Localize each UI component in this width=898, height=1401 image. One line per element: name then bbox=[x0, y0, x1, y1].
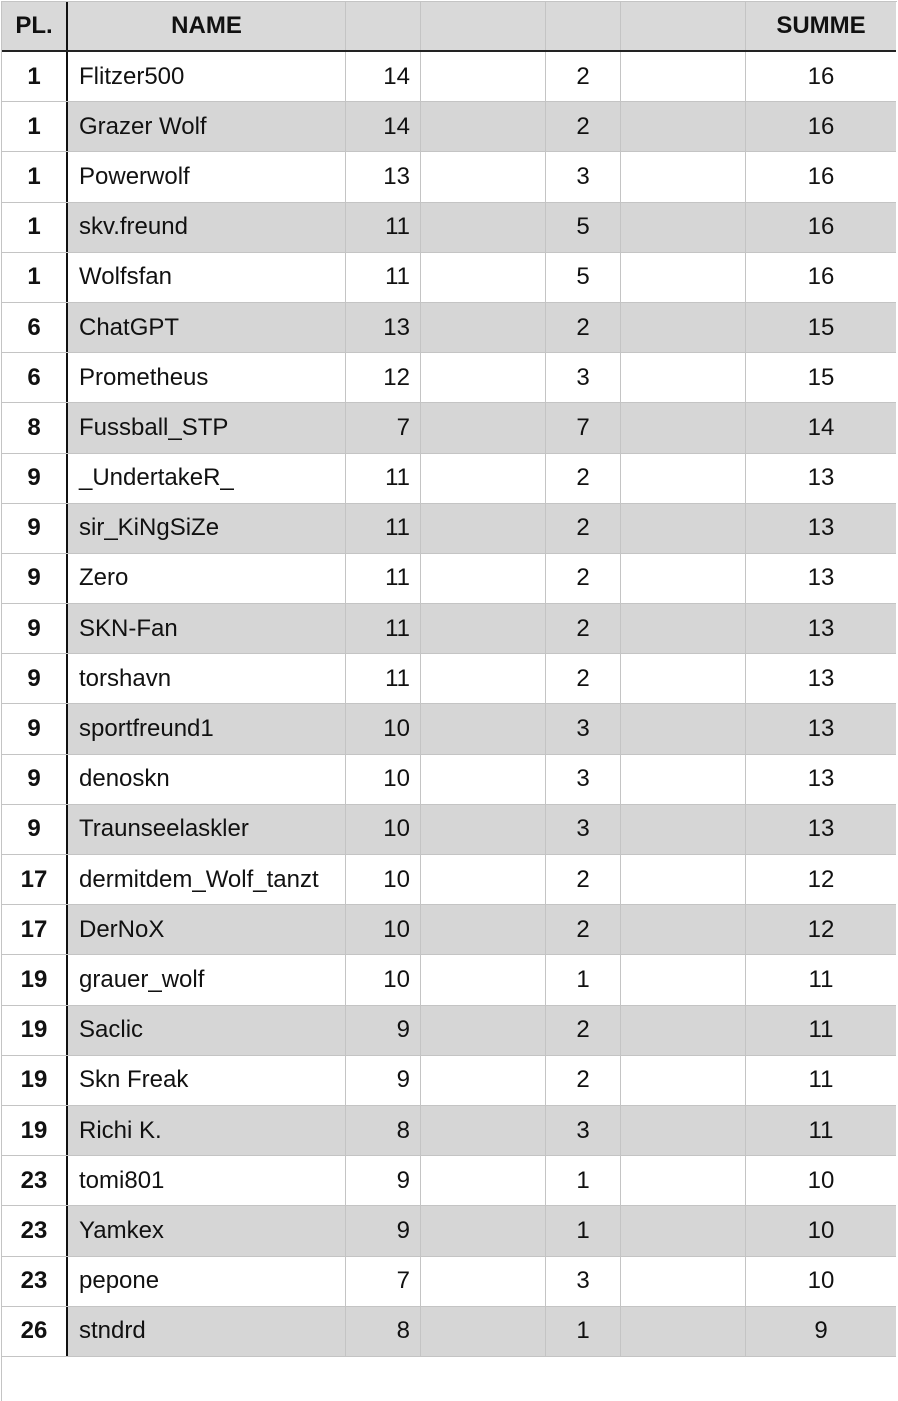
row-place: 19 bbox=[2, 955, 68, 1004]
table-row bbox=[2, 454, 896, 504]
row-name: Skn Freak bbox=[68, 1056, 346, 1105]
table-row bbox=[2, 303, 896, 353]
row-points-a: 11 bbox=[346, 504, 421, 553]
row-points-b: 3 bbox=[546, 1106, 621, 1155]
row-points-a: 14 bbox=[346, 102, 421, 151]
table-row bbox=[2, 152, 896, 202]
row-summe: 13 bbox=[807, 765, 835, 793]
row-name: SKN-Fan bbox=[68, 604, 346, 653]
row-name: Prometheus bbox=[68, 353, 346, 402]
row-empty-col-6 bbox=[621, 403, 746, 452]
row-summe: 11 bbox=[808, 1116, 834, 1144]
row-empty-col-4 bbox=[421, 353, 546, 402]
row-name: Yamkex bbox=[68, 1206, 346, 1255]
row-name: denoskn bbox=[68, 755, 346, 804]
table-row bbox=[2, 1307, 896, 1357]
row-place: 6 bbox=[2, 353, 68, 402]
row-name: Saclic bbox=[68, 1006, 346, 1055]
row-name: Wolfsfan bbox=[68, 253, 346, 302]
row-points-b: 3 bbox=[546, 755, 621, 804]
row-place: 9 bbox=[2, 654, 68, 703]
row-points-b: 5 bbox=[546, 203, 621, 252]
row-name: sir_KiNgSiZe bbox=[68, 504, 346, 553]
row-place: 1 bbox=[2, 203, 68, 252]
row-name: sportfreund1 bbox=[68, 704, 346, 753]
row-empty-col-6 bbox=[621, 704, 746, 753]
row-summe: 16 bbox=[807, 62, 835, 90]
row-points-a: 13 bbox=[346, 152, 421, 201]
row-place: 1 bbox=[2, 152, 68, 201]
row-points-b: 3 bbox=[546, 1257, 621, 1306]
row-points-b: 3 bbox=[546, 353, 621, 402]
row-points-a: 11 bbox=[346, 253, 421, 302]
row-empty-col-4 bbox=[421, 855, 546, 904]
row-points-a: 11 bbox=[346, 654, 421, 703]
row-summe: 16 bbox=[807, 213, 835, 241]
table-row bbox=[2, 353, 896, 403]
table-row bbox=[2, 905, 896, 955]
table-row bbox=[2, 755, 896, 805]
row-points-a: 10 bbox=[346, 704, 421, 753]
row-empty-col-6 bbox=[621, 554, 746, 603]
row-points-a: 8 bbox=[346, 1307, 421, 1356]
row-summe: 13 bbox=[807, 514, 835, 542]
row-points-a: 11 bbox=[346, 203, 421, 252]
row-points-b: 2 bbox=[546, 303, 621, 352]
row-name: ChatGPT bbox=[68, 303, 346, 352]
row-place: 26 bbox=[2, 1307, 68, 1356]
row-points-a: 8 bbox=[346, 1106, 421, 1155]
row-place: 19 bbox=[2, 1106, 68, 1155]
table-row bbox=[2, 1156, 896, 1206]
row-place: 19 bbox=[2, 1006, 68, 1055]
row-place: 19 bbox=[2, 1056, 68, 1105]
row-summe: 11 bbox=[808, 1066, 834, 1094]
row-points-b: 7 bbox=[546, 403, 621, 452]
row-name: grauer_wolf bbox=[68, 955, 346, 1004]
row-empty-col-6 bbox=[621, 1156, 746, 1205]
row-empty-col-4 bbox=[421, 203, 546, 252]
row-empty-col-4 bbox=[421, 1307, 546, 1356]
header-col-4 bbox=[421, 2, 546, 50]
row-summe: 13 bbox=[807, 664, 835, 692]
row-summe: 10 bbox=[807, 1267, 835, 1295]
row-place: 9 bbox=[2, 704, 68, 753]
row-empty-col-4 bbox=[421, 1257, 546, 1306]
table-row bbox=[2, 1006, 896, 1056]
row-name: pepone bbox=[68, 1257, 346, 1306]
row-name: skv.freund bbox=[68, 203, 346, 252]
row-points-a: 7 bbox=[346, 403, 421, 452]
row-empty-col-6 bbox=[621, 1006, 746, 1055]
row-place: 17 bbox=[2, 905, 68, 954]
row-points-a: 9 bbox=[346, 1006, 421, 1055]
row-empty-col-4 bbox=[421, 905, 546, 954]
row-empty-col-4 bbox=[421, 303, 546, 352]
row-summe: 12 bbox=[807, 865, 835, 893]
row-place: 23 bbox=[2, 1257, 68, 1306]
row-empty-col-4 bbox=[421, 504, 546, 553]
row-summe: 13 bbox=[807, 564, 835, 592]
row-points-a: 10 bbox=[346, 905, 421, 954]
row-summe: 15 bbox=[807, 363, 835, 391]
row-place: 1 bbox=[2, 253, 68, 302]
row-empty-col-4 bbox=[421, 1056, 546, 1105]
row-summe: 10 bbox=[807, 1166, 835, 1194]
row-points-b: 2 bbox=[546, 1056, 621, 1105]
row-points-b: 1 bbox=[546, 955, 621, 1004]
header-name: NAME bbox=[68, 2, 346, 50]
row-points-b: 1 bbox=[546, 1307, 621, 1356]
row-name: Grazer Wolf bbox=[68, 102, 346, 151]
table-row bbox=[2, 1106, 896, 1156]
row-points-b: 3 bbox=[546, 704, 621, 753]
row-points-a: 10 bbox=[346, 755, 421, 804]
row-place: 17 bbox=[2, 855, 68, 904]
row-empty-col-4 bbox=[421, 1206, 546, 1255]
row-empty-col-4 bbox=[421, 253, 546, 302]
row-points-b: 1 bbox=[546, 1156, 621, 1205]
row-place: 1 bbox=[2, 102, 68, 151]
row-name: _UndertakeR_ bbox=[68, 454, 346, 503]
table-body bbox=[2, 52, 896, 1357]
table-row bbox=[2, 102, 896, 152]
table-row bbox=[2, 52, 896, 102]
row-points-a: 9 bbox=[346, 1056, 421, 1105]
row-summe: 16 bbox=[807, 112, 835, 140]
row-points-a: 10 bbox=[346, 955, 421, 1004]
row-empty-col-4 bbox=[421, 403, 546, 452]
row-empty-col-6 bbox=[621, 203, 746, 252]
row-summe: 11 bbox=[808, 1016, 834, 1044]
row-empty-col-6 bbox=[621, 303, 746, 352]
row-points-b: 3 bbox=[546, 152, 621, 201]
row-points-b: 2 bbox=[546, 554, 621, 603]
row-summe: 13 bbox=[807, 715, 835, 743]
row-points-a: 13 bbox=[346, 303, 421, 352]
row-points-b: 2 bbox=[546, 454, 621, 503]
row-empty-col-6 bbox=[621, 1307, 746, 1356]
row-points-a: 7 bbox=[346, 1257, 421, 1306]
row-name: stndrd bbox=[68, 1307, 346, 1356]
row-empty-col-4 bbox=[421, 604, 546, 653]
header-col-5 bbox=[546, 2, 621, 50]
row-points-b: 2 bbox=[546, 604, 621, 653]
row-empty-col-4 bbox=[421, 52, 546, 101]
row-points-a: 11 bbox=[346, 604, 421, 653]
table-row bbox=[2, 955, 896, 1005]
table-row bbox=[2, 1206, 896, 1256]
table-row bbox=[2, 654, 896, 704]
row-place: 9 bbox=[2, 755, 68, 804]
row-name: tomi801 bbox=[68, 1156, 346, 1205]
table-header-row bbox=[2, 2, 896, 52]
row-place: 9 bbox=[2, 805, 68, 854]
row-name: DerNoX bbox=[68, 905, 346, 954]
row-empty-col-4 bbox=[421, 152, 546, 201]
row-empty-col-4 bbox=[421, 1106, 546, 1155]
row-name: Fussball_STP bbox=[68, 403, 346, 452]
row-empty-col-4 bbox=[421, 102, 546, 151]
row-summe: 13 bbox=[807, 464, 835, 492]
row-points-a: 14 bbox=[346, 52, 421, 101]
row-empty-col-4 bbox=[421, 654, 546, 703]
header-col-6 bbox=[621, 2, 746, 50]
row-name: Traunseelaskler bbox=[68, 805, 346, 854]
row-name: Richi K. bbox=[68, 1106, 346, 1155]
table-row bbox=[2, 855, 896, 905]
row-points-b: 2 bbox=[546, 504, 621, 553]
row-empty-col-6 bbox=[621, 955, 746, 1004]
row-empty-col-6 bbox=[621, 52, 746, 101]
row-summe: 16 bbox=[807, 263, 835, 291]
row-summe: 13 bbox=[807, 614, 835, 642]
row-name: torshavn bbox=[68, 654, 346, 703]
table-row bbox=[2, 403, 896, 453]
table-row bbox=[2, 203, 896, 253]
row-points-b: 3 bbox=[546, 805, 621, 854]
row-summe: 11 bbox=[808, 965, 834, 993]
row-empty-col-6 bbox=[621, 755, 746, 804]
row-place: 1 bbox=[2, 52, 68, 101]
row-name: Zero bbox=[68, 554, 346, 603]
row-place: 8 bbox=[2, 403, 68, 452]
row-summe: 13 bbox=[807, 815, 835, 843]
row-points-b: 2 bbox=[546, 855, 621, 904]
table-row bbox=[2, 805, 896, 855]
row-empty-col-4 bbox=[421, 1006, 546, 1055]
row-empty-col-6 bbox=[621, 504, 746, 553]
row-empty-col-6 bbox=[621, 353, 746, 402]
table-row bbox=[2, 504, 896, 554]
row-summe: 9 bbox=[814, 1317, 828, 1345]
row-place: 23 bbox=[2, 1156, 68, 1205]
row-points-b: 2 bbox=[546, 905, 621, 954]
row-empty-col-4 bbox=[421, 805, 546, 854]
row-points-b: 2 bbox=[546, 102, 621, 151]
row-empty-col-6 bbox=[621, 654, 746, 703]
row-points-b: 2 bbox=[546, 654, 621, 703]
row-points-a: 9 bbox=[346, 1156, 421, 1205]
row-place: 9 bbox=[2, 604, 68, 653]
row-summe: 10 bbox=[807, 1216, 835, 1244]
header-place: PL. bbox=[2, 2, 68, 50]
row-empty-col-4 bbox=[421, 755, 546, 804]
table-row bbox=[2, 604, 896, 654]
row-empty-col-6 bbox=[621, 454, 746, 503]
row-points-a: 12 bbox=[346, 353, 421, 402]
row-empty-col-4 bbox=[421, 1156, 546, 1205]
row-points-a: 11 bbox=[346, 554, 421, 603]
row-name: dermitdem_Wolf_tanzt bbox=[68, 855, 346, 904]
row-place: 9 bbox=[2, 504, 68, 553]
header-col-3 bbox=[346, 2, 421, 50]
row-empty-col-4 bbox=[421, 554, 546, 603]
row-points-b: 2 bbox=[546, 52, 621, 101]
row-place: 23 bbox=[2, 1206, 68, 1255]
row-empty-col-6 bbox=[621, 1257, 746, 1306]
row-summe: 16 bbox=[807, 162, 835, 190]
row-points-b: 1 bbox=[546, 1206, 621, 1255]
header-summe: SUMME bbox=[776, 12, 866, 39]
row-empty-col-4 bbox=[421, 454, 546, 503]
row-empty-col-6 bbox=[621, 102, 746, 151]
table-row bbox=[2, 1257, 896, 1307]
row-place: 6 bbox=[2, 303, 68, 352]
row-empty-col-4 bbox=[421, 704, 546, 753]
row-name: Flitzer500 bbox=[68, 52, 346, 101]
table-row bbox=[2, 704, 896, 754]
row-summe: 15 bbox=[807, 313, 835, 341]
row-empty-col-4 bbox=[421, 955, 546, 1004]
row-empty-col-6 bbox=[621, 253, 746, 302]
ranking-table bbox=[2, 2, 896, 1357]
row-place: 9 bbox=[2, 454, 68, 503]
row-points-a: 9 bbox=[346, 1206, 421, 1255]
table-row bbox=[2, 253, 896, 303]
row-points-b: 2 bbox=[546, 1006, 621, 1055]
row-summe: 14 bbox=[807, 413, 835, 441]
row-empty-col-6 bbox=[621, 805, 746, 854]
row-summe: 12 bbox=[807, 915, 835, 943]
row-points-a: 10 bbox=[346, 805, 421, 854]
row-points-b: 5 bbox=[546, 253, 621, 302]
row-empty-col-6 bbox=[621, 604, 746, 653]
row-empty-col-6 bbox=[621, 905, 746, 954]
row-empty-col-6 bbox=[621, 152, 746, 201]
table-row bbox=[2, 554, 896, 604]
row-empty-col-6 bbox=[621, 855, 746, 904]
row-empty-col-6 bbox=[621, 1106, 746, 1155]
row-empty-col-6 bbox=[621, 1056, 746, 1105]
row-points-a: 11 bbox=[346, 454, 421, 503]
row-empty-col-6 bbox=[621, 1206, 746, 1255]
table-row bbox=[2, 1056, 896, 1106]
row-place: 9 bbox=[2, 554, 68, 603]
row-name: Powerwolf bbox=[68, 152, 346, 201]
row-points-a: 10 bbox=[346, 855, 421, 904]
